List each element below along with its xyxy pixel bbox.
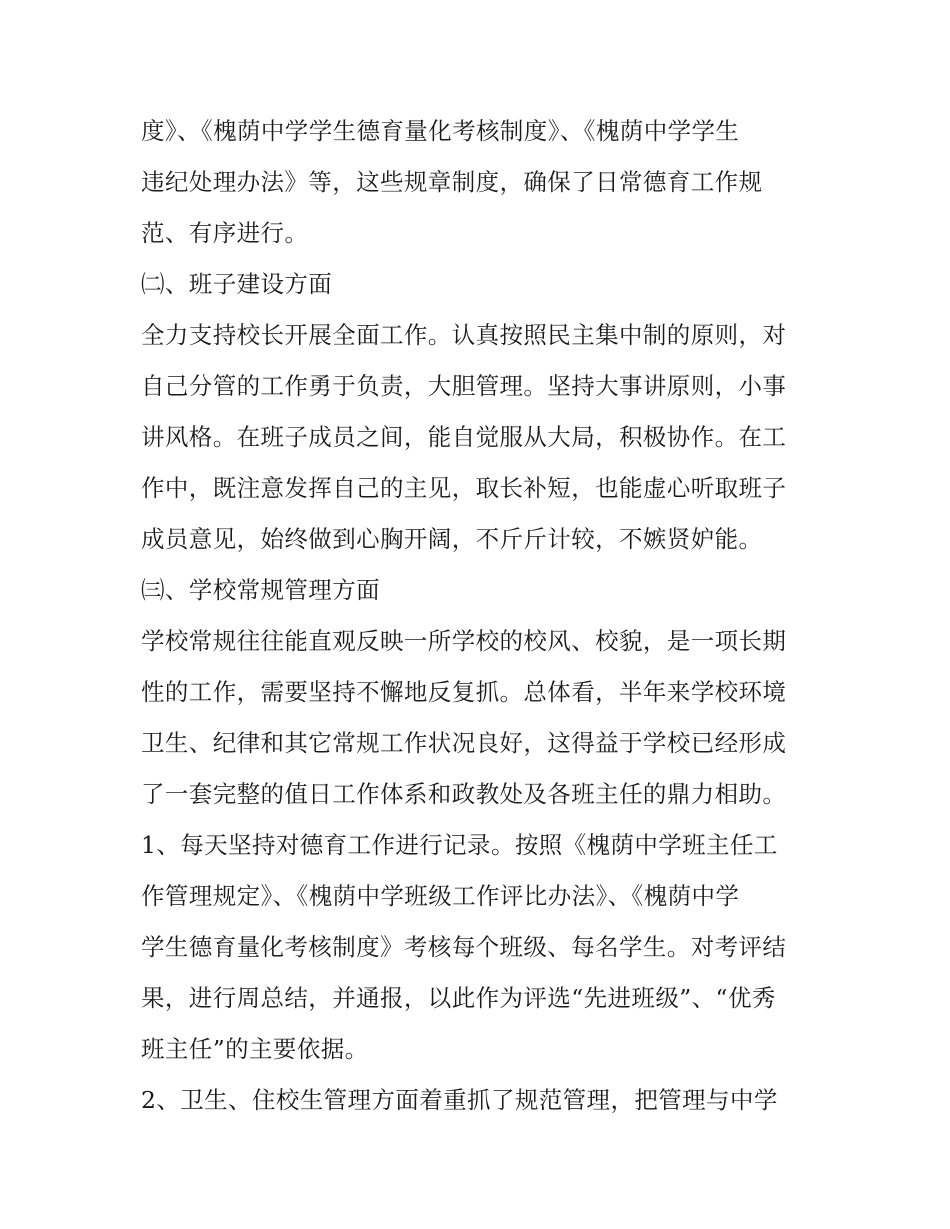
text-line: 性的工作，需要坚持不懈地反复抓。总体看，半年来学校环境 bbox=[141, 678, 787, 706]
section-heading: ㈢、学校常规管理方面 bbox=[141, 576, 380, 604]
body-text bbox=[141, 106, 821, 1126]
text-line: 卫生、纪律和其它常规工作状况良好，这得益于学校已经形成 bbox=[141, 729, 787, 757]
text-line: 范、有序进行。 bbox=[141, 219, 309, 247]
text-line: 作管理规定》、《槐荫中学班级工作评比办法》、《槐荫中学 bbox=[141, 882, 740, 910]
text-line: 果，进行周总结，并通报，以此作为评选“先进班级”、“优秀 bbox=[141, 984, 776, 1012]
text-line: 学校常规往往能直观反映一所学校的校风、校貌，是一项长期 bbox=[141, 627, 787, 655]
text-line: 违纪处理办法》等，这些规章制度，确保了日常德育工作规 bbox=[141, 168, 763, 196]
text-line: 讲风格。在班子成员之间，能自觉服从大局，积极协作。在工 bbox=[141, 423, 787, 451]
section-heading: ㈡、班子建设方面 bbox=[141, 270, 333, 298]
text-line: 了一套完整的值日工作体系和政教处及各班主任的鼎力相助。 bbox=[141, 780, 787, 808]
text-line: 班主任”的主要依据。 bbox=[141, 1035, 369, 1063]
text-line: 全力支持校长开展全面工作。认真按照民主集中制的原则，对 bbox=[141, 321, 787, 349]
text-line: 自己分管的工作勇于负责，大胆管理。坚持大事讲原则，小事 bbox=[141, 372, 787, 400]
text-line: 作中，既注意发挥自己的主见，取长补短，也能虚心听取班子 bbox=[141, 474, 787, 502]
text-line: 2、卫生、住校生管理方面着重抓了规范管理，把管理与中学 bbox=[141, 1086, 778, 1114]
text-line: 度》、《槐荫中学学生德育量化考核制度》、《槐荫中学学生 bbox=[141, 117, 740, 145]
text-line: 成员意见，始终做到心胸开阔，不斤斤计较，不嫉贤妒能。 bbox=[141, 525, 763, 553]
text-line: 1、每天坚持对德育工作进行记录。按照《槐荫中学班主任工 bbox=[141, 831, 778, 859]
text-line: 学生德育量化考核制度》考核每个班级、每名学生。对考评结 bbox=[141, 933, 787, 961]
